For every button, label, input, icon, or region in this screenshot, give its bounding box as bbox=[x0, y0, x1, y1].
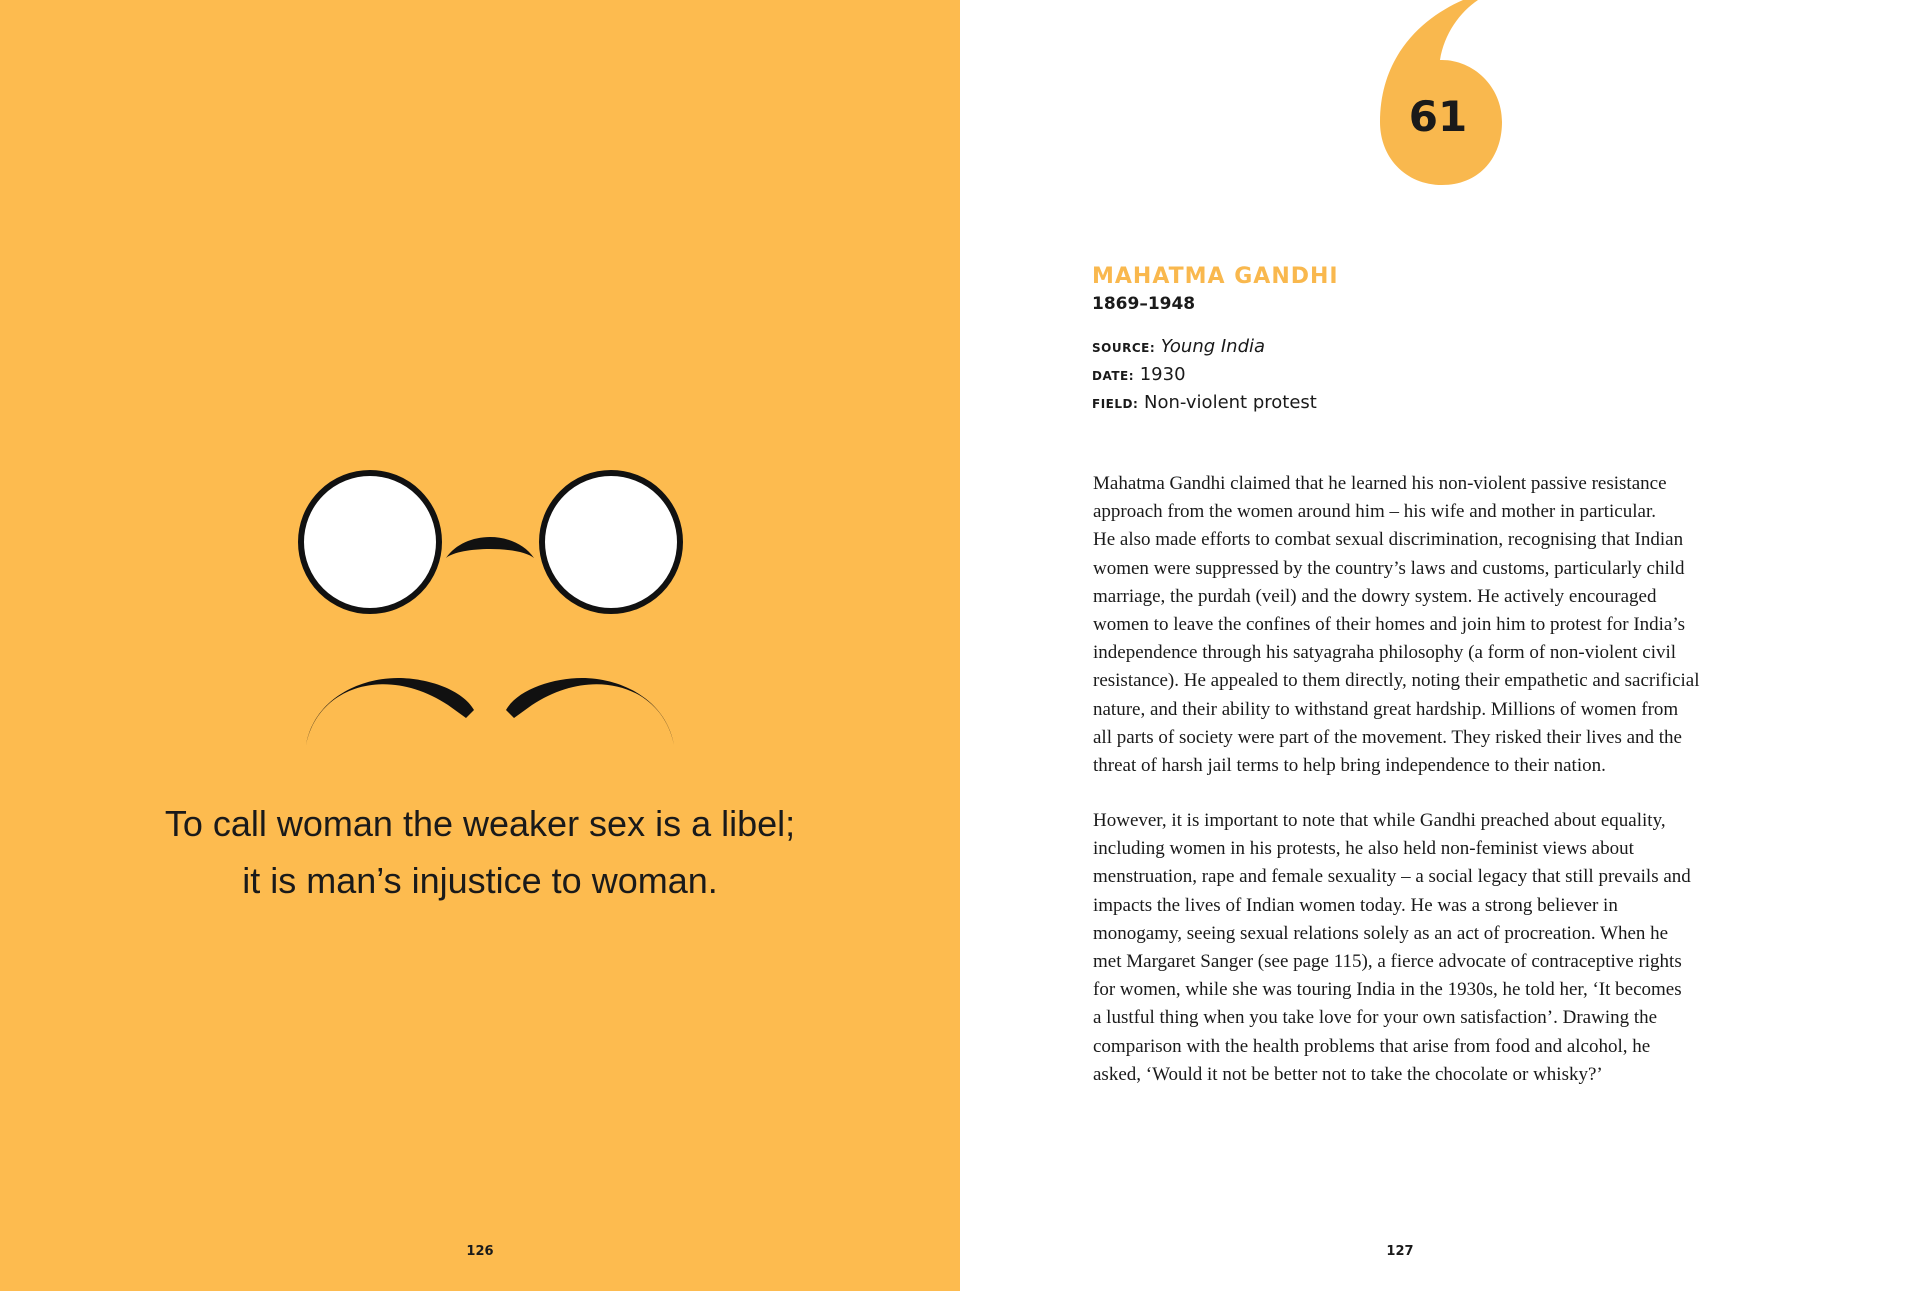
text-line: all parts of society were part of the movement. They risked their lives and the bbox=[1093, 726, 1682, 748]
text-line: nature, and their ability to withstand great hardship. Millions of women from bbox=[1093, 698, 1679, 720]
text-line: menstruation, rape and female sexuality – a social legacy that still prevails and bbox=[1093, 866, 1691, 888]
round-glasses-icon bbox=[301, 473, 680, 611]
text-line: resistance). He appealed to them directly, noting their empathetic and sacrificial bbox=[1093, 670, 1700, 692]
text-line: for women, while she was touring India in the 1930s, he told her, ‘It becomes bbox=[1093, 979, 1682, 1001]
page-number-left: 126 bbox=[466, 1244, 494, 1259]
text-line: Mahatma Gandhi claimed that he learned his non-violent passive resistance bbox=[1093, 473, 1667, 494]
meta-value: Young India bbox=[1160, 336, 1266, 357]
moustache-icon bbox=[306, 678, 674, 745]
glasses-and-moustache-icon bbox=[270, 470, 710, 760]
page-number-right: 127 bbox=[1386, 1244, 1414, 1259]
text-line: women were suppressed by the country’s laws and customs, particularly child bbox=[1093, 557, 1685, 579]
text-line: comparison with the health problems that arise from food and alcohol, he bbox=[1093, 1035, 1651, 1057]
meta-date bbox=[1092, 364, 1512, 385]
text-line: approach from the women around him – his wife and mother in particular. bbox=[1093, 501, 1656, 523]
text-line: met Margaret Sanger (see page 115), a fierce advocate of contraceptive rights bbox=[1093, 951, 1682, 973]
quote bbox=[60, 795, 900, 909]
life-years: 1869–1948 bbox=[1092, 294, 1196, 314]
text-line: impacts the lives of Indian women today. He was a strong believer in bbox=[1093, 894, 1618, 916]
quote-line: it is man’s injustice to woman. bbox=[242, 860, 718, 901]
meta-source bbox=[1092, 336, 1512, 357]
body-paragraph-1 bbox=[1093, 470, 1793, 780]
person-name: MAHATMA GANDHI bbox=[1092, 264, 1339, 289]
text-line: threat of harsh jail terms to help bring independence to their nation. bbox=[1093, 755, 1606, 777]
meta-label: SOURCE: bbox=[1092, 341, 1156, 355]
meta-field bbox=[1092, 392, 1512, 413]
meta-label: DATE: bbox=[1092, 369, 1134, 383]
text-line: including women in his protests, he also held non-feminist views about bbox=[1093, 838, 1634, 860]
quote-line: To call woman the weaker sex is a libel; bbox=[164, 803, 796, 844]
meta-label: FIELD: bbox=[1092, 397, 1139, 411]
meta-value: 1930 bbox=[1139, 364, 1186, 385]
text-line: a lustful thing when you take love for your own satisfaction’. Drawing the bbox=[1093, 1007, 1658, 1029]
text-line: He also made efforts to combat sexual discrimination, recognising that Indian bbox=[1093, 529, 1684, 551]
body-paragraph-2 bbox=[1093, 807, 1793, 1089]
text-line: monogamy, seeing sexual relations solely as an act of procreation. When he bbox=[1093, 922, 1669, 944]
text-line: independence through his satyagraha philosophy (a form of non-violent civil bbox=[1093, 642, 1677, 664]
meta-value: Non-violent protest bbox=[1144, 392, 1317, 413]
text-line: marriage, the purdah (veil) and the dowry system. He actively encouraged bbox=[1093, 585, 1657, 607]
entry-number: 61 bbox=[1408, 92, 1468, 141]
text-line: women to leave the confines of their homes and join him to protest for India’s bbox=[1093, 614, 1686, 636]
text-line: asked, ‘Would it not be better not to take the chocolate or whisky?’ bbox=[1093, 1063, 1603, 1085]
text-line: However, it is important to note that while Gandhi preached about equality, bbox=[1093, 810, 1666, 831]
